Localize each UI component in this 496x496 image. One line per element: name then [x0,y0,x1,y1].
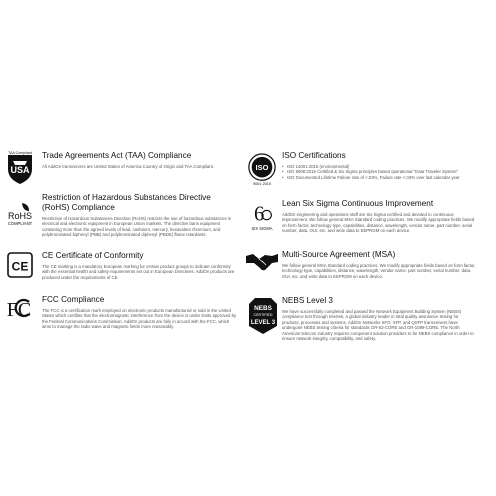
msa-title: Multi-Source Agreement (MSA) [282,250,396,259]
ce-desc: The CE marking is a mandatory European marking for certain product groups to indicate conformity with the essential health and safety requirements set out in European Directives. AddOn products are produced under the requirements of CE. [42,264,235,280]
svg-text:SIX SIGMA: SIX SIGMA [251,226,273,232]
svg-text:6: 6 [254,203,265,226]
ce-title: CE Certificate of Conformity [42,251,144,260]
nebs-badge-icon [247,296,279,336]
svg-text:RoHS: RoHS [7,211,33,221]
svg-text:LEVEL 3: LEVEL 3 [250,320,276,326]
ce-mark-icon [5,251,35,287]
svg-text:COMPLIANT: COMPLIANT [7,221,33,226]
nebs-title: NEBS Level 3 [282,296,333,305]
list-item: • ISO Documented Lifetime Failure rate of <.03%, Failure rate <.03% over last calendar year [282,175,477,180]
rohs-desc: Restriction of Hazardous Substances Directive (RoHS) restricts the use of hazardous substances in electrical and electronic equipment in European Union markets. The directive bans equipment containing more than the agreed levels of lead, cadmium, mercury, hexavalent chromium, and polybrominated biphenyl (PBB) and polybrominated diphenyl (PBDE) flame retardants. [42,216,232,238]
fcc-title: FCC Compliance [42,295,105,304]
iso-title: ISO Certifications [282,151,346,160]
svg-text:FC: FC [6,299,32,321]
rohs-title: Restriction of Hazardous Substances Directive (RoHS) Compliance [42,193,211,212]
taa-title: Trade Agreements Act (TAA) Compliance [42,151,192,160]
nebs-desc: We have successfully completed and passed the Network Equipment Building System (NEBS) compliance test through Intertek, a global industry leader in total quality assurance testing for products, processes and systems. AddOn Networks SFO, XFP, and QSFP transceivers have undergone NEBS testing criteria for standards GR-63-CORE and GR-1089-CORE. The North American telecom industry requires component solution providers to be NEBS compliance in order to ensure network integrity, compatibility, and safety. [282,309,474,342]
svg-text:NEBS: NEBS [254,305,272,312]
msa-desc: We follow general MSA Standard coding practices. We modify appropriate fields based on form factor, technology type, capabilities, distance, wavelength, vendor name, part number, serial number, data, OUI, etc. and write data to EEPROM on each device. [282,263,476,279]
usa-shield-icon [5,151,35,187]
iso-badge-icon [247,151,277,187]
fcc-desc: The FCC is a certification mark employed on electronic products manufactured or sold in the United States which certifies that the electromagnetic interference from the device is under limits approved by the Federal Communications Commission. AddOn products are fully in accord with the FCC, which aims to manage the radio wave and magnetic fields more reasonably. [42,308,237,330]
six-sigma-title: Lean Six Sigma Continuous Improvement [282,199,434,208]
six-sigma-desc: AddOn engineering and operations staff are Six Sigma certified and devoted to continuous improvement. We follow general MSA Standard coding practices. We modify appropriate fields based on form factor, technology type, capabilities, distance, wavelength, vendor name, part number, serial number, data, OUI, etc. and write data to EEPROM on each device. [282,212,475,234]
list-item: • ISO 14001:2015 (environmental) [282,164,477,169]
svg-text:USA: USA [10,165,30,175]
svg-text:ISO: ISO [255,162,269,172]
svg-text:TAA Compliant: TAA Compliant [8,151,32,155]
list-item: • ISO 9008:2015 Certified & Six Sigma principles based operational "Data Traveler System" [282,169,477,174]
svg-text:9001 2015: 9001 2015 [253,181,271,186]
handshake-icon [245,250,279,286]
taa-desc: All AddOn transceivers are United States of America Country of Origin and TAA Compliant. [42,164,215,169]
rohs-leaf-icon [5,201,35,237]
fcc-mark-icon [5,295,35,331]
iso-bullets [282,164,477,180]
svg-text:CERTIFIED: CERTIFIED [253,313,273,317]
six-sigma-icon [247,199,277,235]
svg-text:CE: CE [11,259,29,274]
